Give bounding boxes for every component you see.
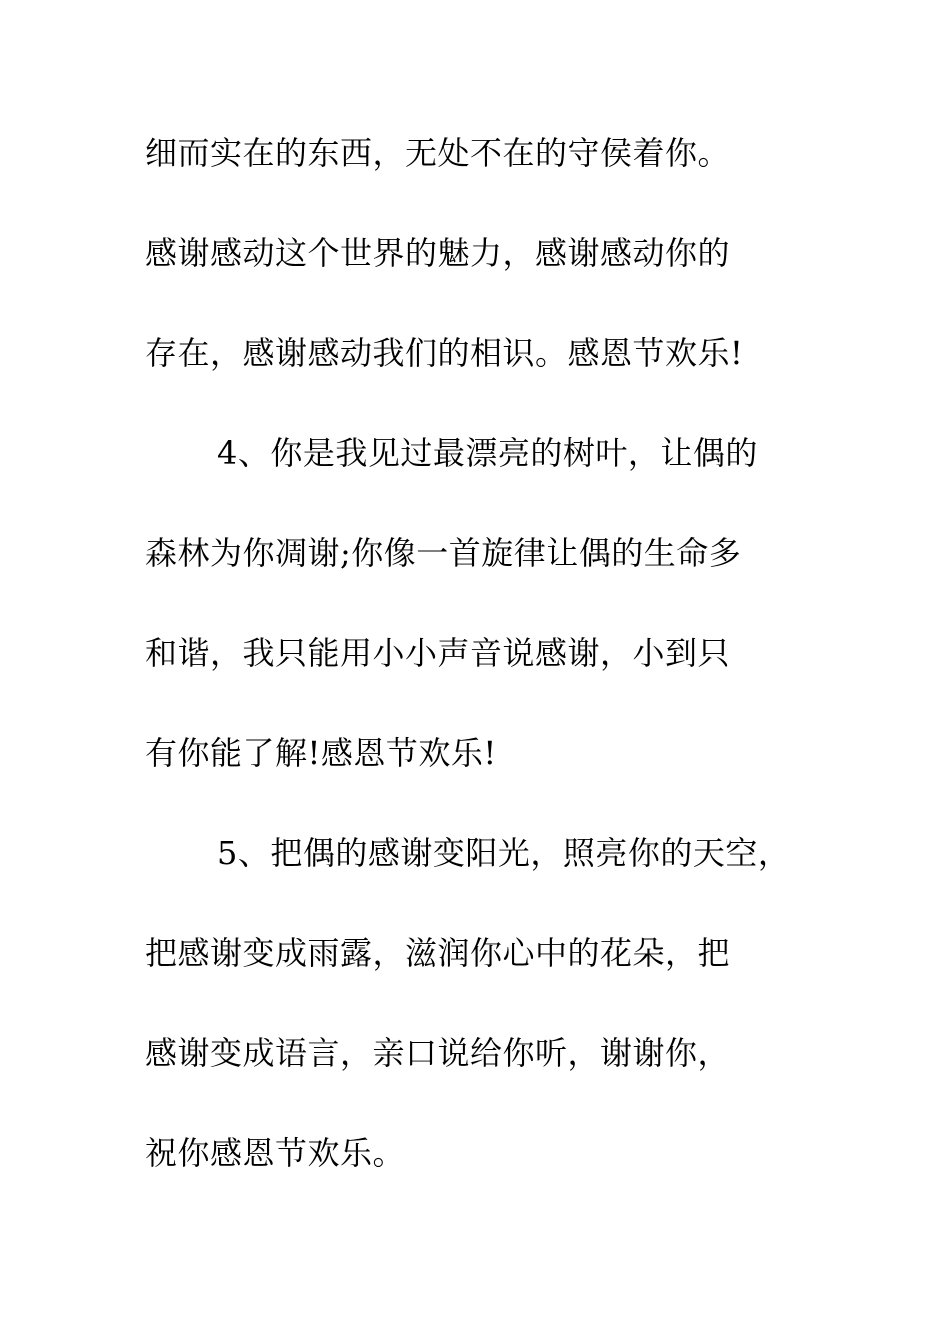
text-line: 把感谢变成雨露，滋润你心中的花朵，把 — [145, 934, 731, 972]
paragraph-4-first-line: 4、你是我见过最漂亮的树叶，让偶的 — [217, 434, 758, 472]
text-line: 和谐，我只能用小小声音说感谢，小到只 — [145, 634, 731, 672]
text-line: 感谢变成语言，亲口说给你听，谢谢你， — [145, 1034, 731, 1072]
paragraph-5-first-line: 5、把偶的感谢变阳光，照亮你的天空， — [217, 834, 791, 872]
text-line: 存在，感谢感动我们的相识。感恩节欢乐! — [145, 334, 744, 372]
text-line: 森林为你凋谢;你像一首旋律让偶的生命多 — [145, 534, 742, 572]
text-line: 细而实在的东西，无处不在的守侯着你。 — [145, 134, 731, 172]
text-line: 有你能了解!感恩节欢乐! — [145, 734, 497, 772]
text-line: 祝你感恩节欢乐。 — [145, 1134, 406, 1172]
text-line: 感谢感动这个世界的魅力，感谢感动你的 — [145, 234, 731, 272]
